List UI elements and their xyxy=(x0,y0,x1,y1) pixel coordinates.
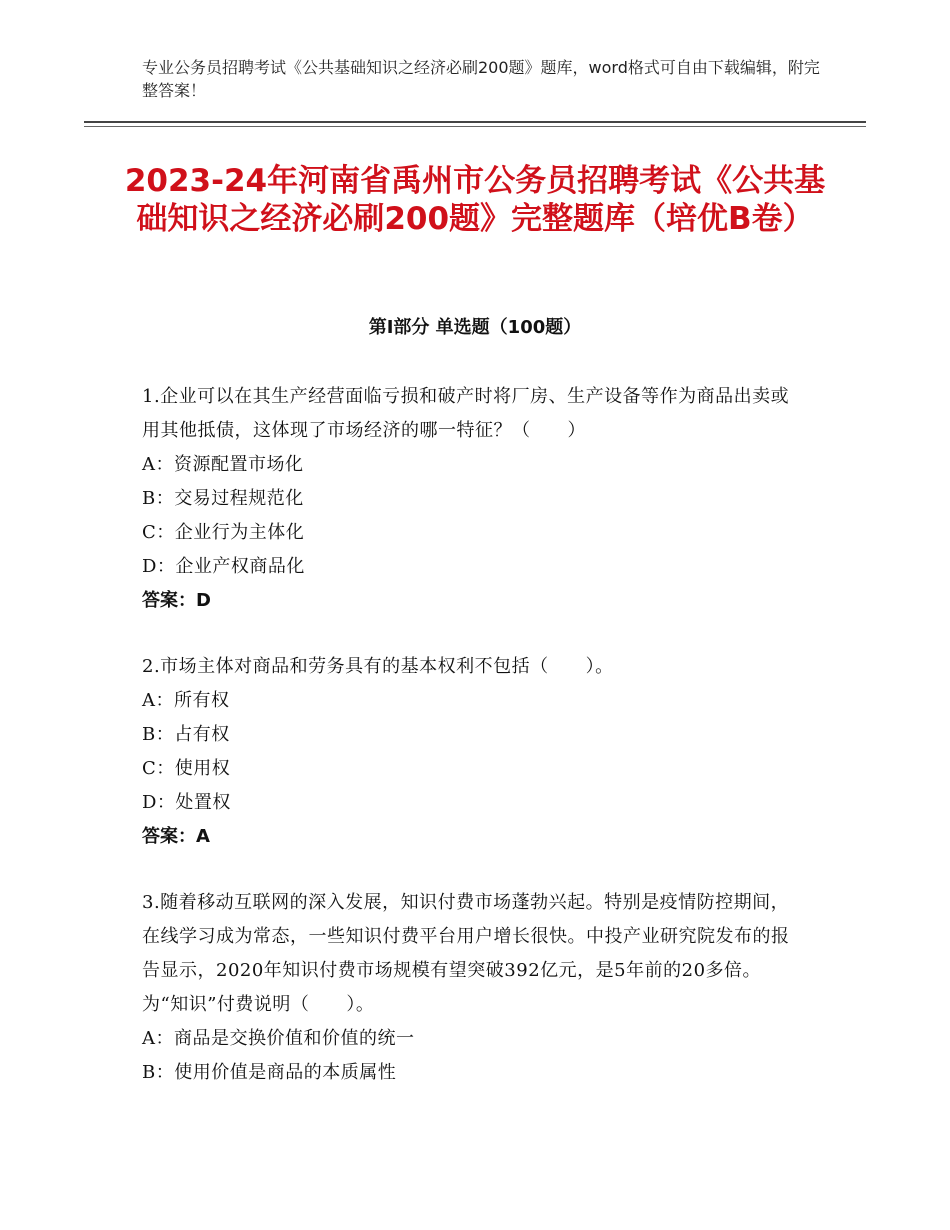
header-note: 专业公务员招聘考试《公共基础知识之经济必刷200题》题库，word格式可自由下载编辑，附完整答案！ xyxy=(142,58,820,100)
document-title: 2023-24年河南省禹州市公务员招聘考试《公共基础知识之经济必刷200题》完整题库（培优B卷） xyxy=(124,163,826,237)
question-stem: 3.随着移动互联网的深入发展，知识付费市场蓬勃兴起。特别是疫情防控期间，在线学习成为常态，一些知识付费平台用户增长很快。中投产业研究院发布的报告显示，2020年知识付费市场规模有望突破392亿元，是5年前的20多倍。为“知识”付费说明（ ）。 xyxy=(142,892,790,1015)
option-c: C：企业行为主体化 xyxy=(142,522,305,543)
option-b: B：占有权 xyxy=(142,724,230,745)
option-d: D：企业产权商品化 xyxy=(142,556,305,577)
option-a: A：所有权 xyxy=(142,690,230,711)
option-d: D：处置权 xyxy=(142,792,231,813)
header-divider-thin xyxy=(84,126,866,127)
option-c: C：使用权 xyxy=(142,758,231,779)
option-b: B：使用价值是商品的本质属性 xyxy=(142,1062,397,1083)
question-3 xyxy=(142,886,802,1090)
answer-line: 答案：A xyxy=(142,826,210,847)
section-title: 第Ⅰ部分 单选题（100题） xyxy=(368,317,582,338)
question-stem: 2.市场主体对商品和劳务具有的基本权利不包括（ ）。 xyxy=(142,656,614,677)
option-a: A：商品是交换价值和价值的统一 xyxy=(142,1028,415,1049)
question-stem: 1.企业可以在其生产经营面临亏损和破产时将厂房、生产设备等作为商品出卖或用其他抵债，这体现了市场经济的哪一特征？（ ） xyxy=(142,386,790,441)
option-a: A：资源配置市场化 xyxy=(142,454,304,475)
question-2 xyxy=(142,650,802,854)
question-list xyxy=(142,380,802,1122)
answer-line: 答案：D xyxy=(142,590,211,611)
option-b: B：交易过程规范化 xyxy=(142,488,304,509)
question-1 xyxy=(142,380,802,618)
header-divider-thick xyxy=(84,121,866,123)
